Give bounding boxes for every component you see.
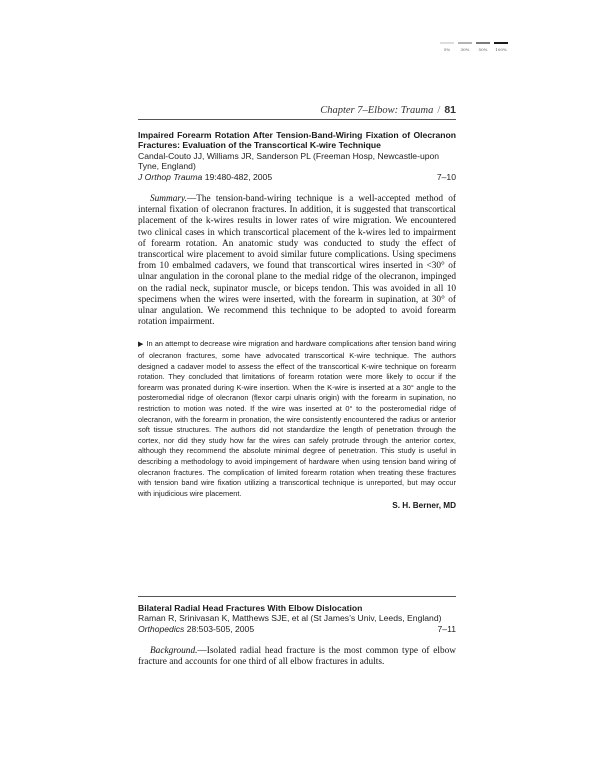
article-title: Impaired Forearm Rotation After Tension-Band-Wiring Fixation of Olecranon Fractures: Evaluation of the Transcortical K-wire Technique (138, 130, 456, 151)
triangle-bullet-icon: ▶ (138, 341, 144, 349)
swatch-100 (494, 42, 508, 52)
page-number: 81 (444, 104, 456, 116)
summary-lead: Background. (150, 646, 198, 657)
swatch-30 (458, 42, 472, 52)
article-code: 7–11 (437, 623, 456, 634)
swatch-label: 100% (495, 47, 507, 52)
citation (138, 172, 272, 182)
citation (138, 624, 254, 634)
citation-row (138, 172, 456, 182)
swatch-box (440, 42, 454, 44)
commentary-text: In an attempt to decrease wire migration and hardware complications after tension band wiring of olecranon fractures, some have advocated transcortical K-wire technique. The authors designed a cadaver model to assess the effect of the transcortical K-wire technique on forearm rotation. They concluded that limitations of forearm rotation were more likely to occur if the forearm was pronated during K-wire insertion. When the K-wire is inserted at a 30° angle to the posteromedial ridge of olecranon (flexor carpi ulnaris origin) with the forearm in supination, no restriction to motion was noted. If the wire was inserted at 0° to the posteromedial ridge of olecranon, with the forearm in pronation, the wire consistently encountered the radius or anterior soft tissue structures. The authors did not standardize the length of penetration through the cortex, nor did they study how far the wires can safely protrude through the anterior cortex, although they recommend the absolute minimal degree of penetration. This study is useful in describing a methodology to avoid impingement of hardware when using tension band wiring of olecranon fractures. The complication of limited forearm rotation when treating these fractures with tension band wire fixation utilizing a transcortical technique is unreported, but may occur with injudicious wire placement. (138, 339, 456, 498)
color-calibration-strip (440, 42, 512, 52)
summary-text: —The tension-band-wiring technique is a well-accepted method of internal fixation of olecranon fractures. In addition, it is suggested that transcortical placement of the k-wires results in lower rates of wire migration. We encountered two clinical cases in which transcortical placement of the k-wires led to impairment of forearm rotation. An anatomic study was conducted to study the effect of transcortical wire placement to avoid similar future complications. Using specimens from 10 embalmed cadavers, we found that transcortical wires inserted in <30° of ulnar angulation in the coronal plane to the medial ridge of the olecranon, impinged on the radial neck, supinator muscle, or biceps tendon. This was avoided in all 10 specimens when the wires were inserted, with the forearm in supination, at 30° of ulnar angulation. We recommend this technique to be adopted to avoid forearm rotation impairment. (138, 194, 456, 328)
article-1 (138, 130, 456, 510)
abstract-summary (138, 194, 456, 328)
reviewer-signature: S. H. Berner, MD (392, 501, 456, 511)
journal-name: Orthopedics (138, 623, 185, 634)
swatch-50 (476, 42, 490, 52)
header-rule (138, 119, 456, 120)
swatch-5 (440, 42, 454, 52)
article-2 (138, 603, 456, 669)
journal-volume: 28:503-505, 2005 (186, 623, 255, 634)
article-divider (138, 596, 456, 597)
journal-name: J Orthop Trauma (138, 171, 203, 182)
chapter-title: Chapter 7–Elbow: Trauma (320, 105, 434, 116)
article-authors: Candal-Couto JJ, Williams JR, Sanderson PL (Freeman Hosp, Newcastle-upon Tyne, England) (138, 150, 440, 172)
swatch-box (476, 42, 490, 44)
article-title: Bilateral Radial Head Fractures With Elbow Dislocation (138, 603, 363, 613)
separator: / (437, 105, 441, 116)
commentary (138, 339, 456, 499)
running-head (138, 104, 456, 116)
swatch-label: 30% (460, 47, 470, 52)
summary-text: —Isolated radial head fracture is the most common type of elbow fracture and accounts for one third of all elbow fractures in adults. (138, 646, 456, 668)
summary-lead: Summary. (150, 194, 187, 205)
article-code: 7–10 (436, 171, 456, 182)
citation-row (138, 624, 456, 634)
article-authors: Raman R, Srinivasan K, Matthews SJE, et al (St James’s Univ, Leeds, England) (138, 613, 442, 624)
swatch-label: 50% (478, 47, 488, 52)
swatch-box (458, 42, 472, 44)
journal-volume: 19:480-482, 2005 (204, 171, 273, 182)
swatch-label: 5% (443, 47, 451, 52)
abstract-summary (138, 646, 456, 668)
swatch-box (494, 42, 508, 44)
